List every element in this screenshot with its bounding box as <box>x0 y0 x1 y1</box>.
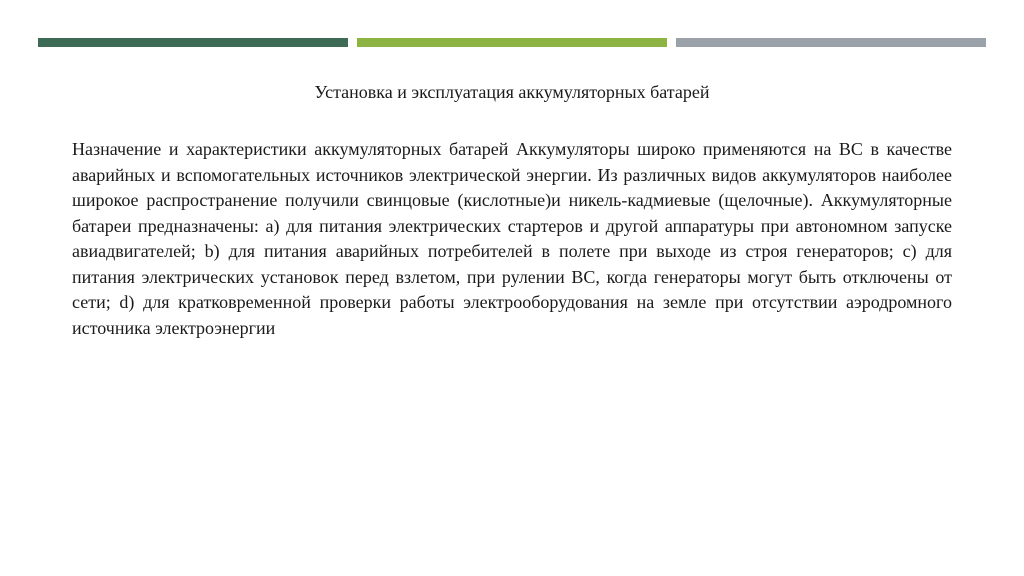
slide-title: Установка и эксплуатация аккумуляторных батарей <box>314 82 710 102</box>
header-bar-light-green <box>357 38 667 47</box>
slide-body-text: Назначение и характеристики аккумуляторных батарей Аккумуляторы широко применяются на ВС в качестве аварийных и вспомогательных источников электрической энергии. Из различных видов аккумуляторов наиболее широкое распространение получили свинцовые (кислотные)и никель-кадмиевые (щелочные). Аккумуляторные батареи предназначены: a) для питания электрических стартеров и другой аппаратуры при автономном запуске авиадвигателей; b) для питания аварийных потребителей в полете при выходе из строя генераторов; c) для питания электрических установок перед взлетом, при рулении ВС, когда генераторы могут быть отключены от сети; d) для кратковременной проверки работы электрооборудования на земле при отсутствии аэродромного источника электроэнергии <box>72 139 952 338</box>
header-bar-dark-green <box>38 38 348 47</box>
header-bar-gray <box>676 38 986 47</box>
